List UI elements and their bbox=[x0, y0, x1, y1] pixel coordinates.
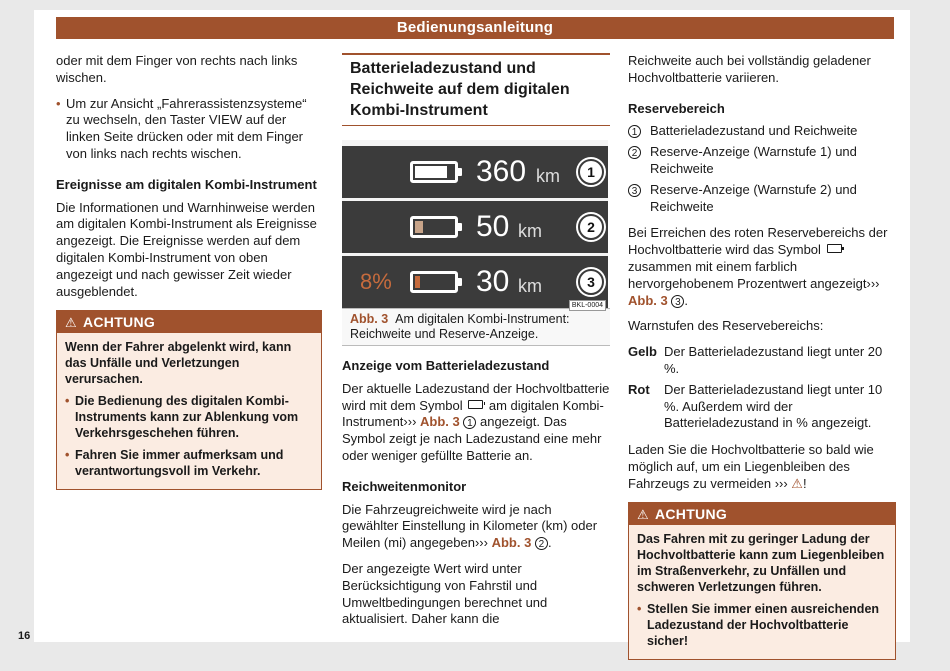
heading-events: Ereignisse am digitalen Kombi-Instrument bbox=[56, 176, 317, 192]
reserve-list bbox=[628, 123, 896, 215]
warning-box bbox=[56, 310, 322, 490]
marker-number: 1 bbox=[628, 125, 641, 138]
instrument-panel bbox=[342, 201, 608, 253]
text: Laden Sie die Hochvoltbatterie so bald wie möglich auf, um ein Liegenbleiben des Fahrzeugs zu vermeiden bbox=[628, 442, 874, 491]
battery-icon bbox=[468, 400, 483, 409]
text: ! bbox=[802, 475, 807, 491]
term-key: Gelb bbox=[628, 344, 657, 360]
heading-range: Reichweitenmonitor bbox=[342, 478, 467, 494]
heading-reserve: Reservebereich bbox=[628, 100, 725, 116]
caption-label: Abb. 3 bbox=[350, 312, 389, 326]
figure-kombi-instrument bbox=[342, 140, 608, 308]
column-middle bbox=[342, 53, 610, 637]
warning-bullet: • Stellen Sie immer einen ausreichenden Ladezustand der Hochvoltbatterie sicher! bbox=[637, 601, 887, 649]
list-item bbox=[628, 123, 896, 140]
battery-fill bbox=[415, 166, 447, 178]
paragraph: Bei Erreichen des roten Reservebereichs der Hochvoltbatterie wird das Symbol zusammen mit einem farblich hervorgehobenem Prozentwert angezeigt››› Abb. 3 3 . bbox=[628, 225, 888, 308]
warning-title: ACHTUNG bbox=[654, 505, 728, 522]
term-item bbox=[628, 382, 896, 432]
warning-body bbox=[629, 525, 895, 659]
warning-body bbox=[57, 333, 321, 489]
battery-level-icon bbox=[410, 161, 458, 183]
paragraph: Reichweite auch bei vollständig geladener Hochvoltbatterie variieren. bbox=[628, 53, 871, 85]
warning-title: ACHTUNG bbox=[82, 314, 156, 331]
warning-triangle-icon: ⚠ bbox=[791, 475, 803, 491]
list-item-text: Batterieladezustand und Reichweite bbox=[650, 123, 858, 139]
text: Bei Erreichen des roten Reservebereichs der Hochvoltbatterie wird das Symbol bbox=[628, 225, 888, 258]
warning-header bbox=[57, 311, 321, 333]
warning-text: Wenn der Fahrer abgelenkt wird, kann das Unfälle und Verletzungen verursachen. bbox=[65, 340, 292, 387]
paragraph: Laden Sie die Hochvoltbatterie so bald wie möglich auf, um ein Liegenbleiben des Fahrzeugs zu vermeiden ››› ⚠! bbox=[628, 442, 874, 491]
marker-number: 2 bbox=[535, 537, 548, 550]
battery-icon bbox=[827, 244, 842, 253]
warning-box bbox=[628, 502, 896, 660]
term-item bbox=[628, 344, 896, 378]
marker-number: 3 bbox=[628, 184, 641, 197]
list-item-text: Reserve-Anzeige (Warnstufe 2) und Reichweite bbox=[650, 181, 857, 214]
paragraph: Warnstufen des Reservebereichs: bbox=[628, 318, 824, 334]
term-text: Der Batterieladezustand liegt unter 10 %. Außerdem wird der Batterieladezustand in % angezeigt. bbox=[664, 381, 883, 431]
figure-marker: 2 bbox=[578, 214, 604, 240]
battery-level-icon bbox=[410, 216, 458, 238]
warning-header bbox=[629, 503, 895, 525]
page-header: Bedienungsanleitung bbox=[56, 17, 894, 39]
list-item-text: Reserve-Anzeige (Warnstufe 1) und Reichweite bbox=[650, 144, 857, 176]
warning-triangle-icon: ⚠ bbox=[65, 315, 77, 331]
figure-caption bbox=[342, 308, 610, 346]
range-unit: km bbox=[536, 166, 560, 186]
warning-text: Das Fahren mit zu geringer Ladung der Hochvoltbatterie kann zum Liegenbleiben im Straßenverkehr, zu Unfällen und schweren Verletzungen führen. bbox=[637, 531, 885, 594]
text: . bbox=[684, 292, 688, 308]
figure-reference[interactable]: Abb. 3 bbox=[420, 414, 460, 430]
figure-reference[interactable]: Abb. 3 bbox=[628, 292, 668, 308]
list-item bbox=[628, 182, 896, 216]
text: Die Fahrzeugreichweite wird je nach gewählter Einstellung in Kilometer (km) oder Meilen (mi) angegeben bbox=[342, 501, 598, 551]
text: angezeigt. Das Symbol zeigt je nach Ladezustand eine mehr oder weniger gefüllte Batterie an. bbox=[342, 414, 602, 463]
paragraph: Der aktuelle Ladezustand der Hochvoltbatterie wird mit dem Symbol am digitalen Kombi-Instrument››› Abb. 3 1 angezeigt. Das Symbol zeigt je nach Ladezustand eine mehr oder weniger gefüllte Batterie an. bbox=[342, 380, 610, 463]
warning-bullet: • Fahren Sie immer aufmerksam und verantwortungsvoll im Verkehr. bbox=[65, 447, 313, 479]
paragraph: Der angezeigte Wert wird unter Berücksichtigung von Fahrstil und Umweltbedingungen berechnet und aktualisiert. Daher kann die bbox=[342, 560, 548, 627]
range-unit: km bbox=[518, 221, 542, 241]
paragraph: oder mit dem Finger von rechts nach links wischen. bbox=[56, 53, 298, 85]
battery-level-icon bbox=[410, 271, 458, 293]
range-unit: km bbox=[518, 276, 542, 296]
range-value: 30 bbox=[476, 265, 510, 298]
figure-reference[interactable]: Abb. 3 bbox=[491, 535, 532, 551]
figure-marker: 3 bbox=[578, 269, 604, 295]
caption-text: Am digitalen Kombi-Instrument: Reichweite und Reserve-Anzeige. bbox=[350, 312, 570, 341]
heading-display: Anzeige vom Batterieladezustand bbox=[342, 358, 550, 373]
instrument-panel bbox=[342, 146, 608, 198]
marker-number: 3 bbox=[671, 295, 684, 308]
figure-code: BKL-0004 bbox=[569, 300, 606, 311]
text: zusammen mit einem farblich hervorgehobenem Prozentwert angezeigt bbox=[628, 258, 867, 291]
warning-triangle-icon: ⚠ bbox=[637, 506, 649, 522]
terms-list bbox=[628, 344, 896, 432]
column-right bbox=[628, 53, 896, 660]
paragraph: Die Fahrzeugreichweite wird je nach gewählter Einstellung in Kilometer (km) oder Meilen (mi) angegeben››› Abb. 3 2 . bbox=[342, 501, 598, 551]
reserve-percent: 8% bbox=[360, 269, 392, 294]
battery-fill bbox=[415, 221, 423, 233]
range-value: 50 bbox=[476, 210, 510, 243]
warning-bullet: • Die Bedienung des digitalen Kombi-Instruments kann zur Ablenkung vom Verkehrsgeschehen führen. bbox=[65, 393, 313, 441]
battery-fill bbox=[415, 276, 420, 288]
bullet-item: • Um zur Ansicht „Fahrerassistenzsysteme“ zu wechseln, den Taster VIEW auf der linken Seite drücken oder mit dem Finger von links nach rechts wischen. bbox=[56, 96, 322, 163]
term-key: Rot bbox=[628, 381, 650, 397]
paragraph: Die Informationen und Warnhinweise werden am digitalen Kombi-Instrument als Ereignisse angezeigt. Die Ereignisse werden auf dem digitalen Kombi-Instrument von oben angezeigt und nach gewisser Zeit wieder ausgeblendet. bbox=[56, 199, 317, 299]
list-item bbox=[628, 144, 896, 178]
text: Der aktuelle Ladezustand der Hochvoltbatterie wird mit dem Symbol bbox=[342, 380, 610, 413]
term-text: Der Batterieladezustand liegt unter 20 %. bbox=[664, 344, 883, 376]
section-title: Batterieladezustand und Reichweite auf dem digitalen Kombi-Instrument bbox=[342, 53, 610, 126]
marker-number: 2 bbox=[628, 146, 641, 159]
text: . bbox=[547, 535, 552, 551]
text: am digitalen Kombi-Instrument bbox=[342, 397, 604, 430]
column-left bbox=[56, 53, 322, 490]
figure-marker: 1 bbox=[578, 159, 604, 185]
range-value: 360 bbox=[476, 155, 527, 188]
marker-number: 1 bbox=[463, 416, 476, 429]
page-number: 16 bbox=[18, 630, 31, 642]
